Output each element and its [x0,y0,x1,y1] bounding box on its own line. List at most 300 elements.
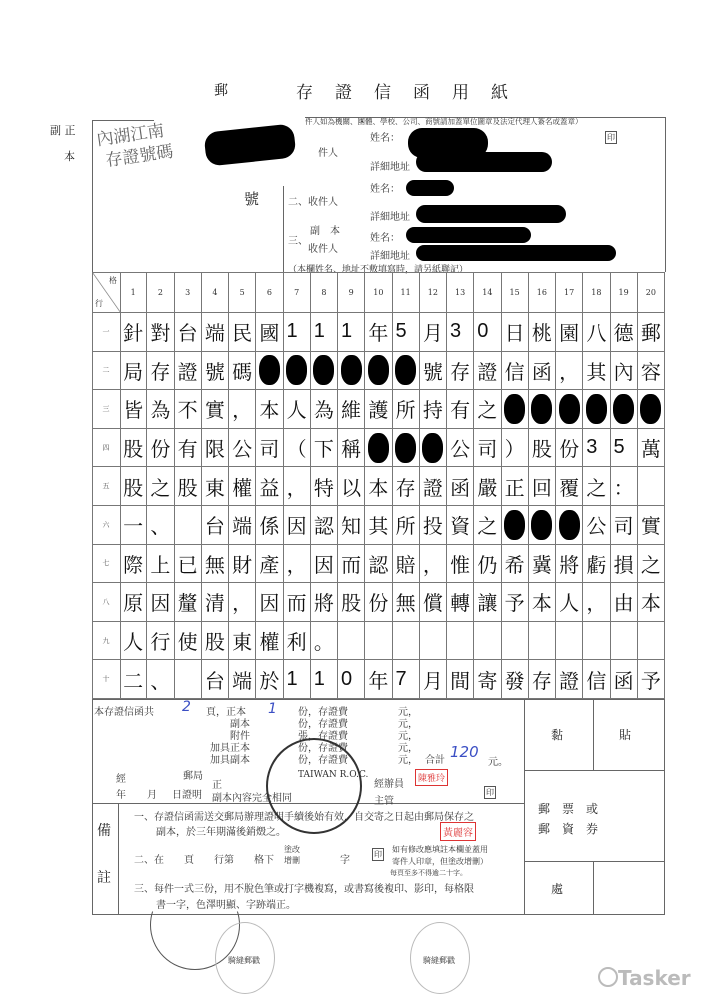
redacted-recipient-address [416,205,566,223]
sender-note: 件人如為機關、團體、學校、公司、商號請加蓋單位圖章及法定代理人簽名或蓋章） [305,117,583,126]
grid-cell: 權 [229,467,256,506]
cc-name-label: 姓名： [370,233,400,244]
column-header: 4 [202,272,229,313]
total-pages-label: 本存證信函共 [94,707,154,718]
grid-cell: 股 [529,429,556,468]
grid-cell: 於 [256,660,283,699]
postmark-text: TAIWAN R.O.C. [298,770,369,780]
fee-item-unit: 份，存證費 [298,719,348,730]
grid-cell [502,622,529,661]
grid-cell: 股 [120,467,147,506]
grid-cell: 股 [338,583,365,622]
grid-cell: 本 [638,583,665,622]
grid-cell: 以 [338,467,365,506]
grid-cell: 間 [447,660,474,699]
grid-corner [92,272,121,313]
grid-cell: ， [229,390,256,429]
redacted-mark [504,394,525,424]
grid-cell: ， [420,545,447,584]
remarks-label-2: 註 [97,870,111,886]
fee-item-yuan: 元， [398,743,418,754]
column-header: 7 [284,272,311,313]
grid-cell: 園 [556,313,583,352]
redacted-sender-address [416,152,552,172]
grid-cell: 仍 [474,545,501,584]
grid-cell: 司 [611,506,638,545]
content-grid [92,272,665,699]
grid-cell: 虧 [583,545,610,584]
title-prefix: 郵 [214,83,228,99]
grid-cell [338,622,365,661]
tasker-logo-icon [598,967,618,987]
remark-1-line2: 副本，於三年期滿後銷燬之。 [156,827,286,838]
grid-cell: 之 [638,545,665,584]
grid-cell: ， [284,467,311,506]
grid-cell: 之 [474,390,501,429]
grid-cell: 回 [529,467,556,506]
grid-cell: （ [284,429,311,468]
grid-cell: 局 [120,352,147,391]
grid-cell: 因 [311,545,338,584]
grid-cell: ， [229,583,256,622]
redacted-mark [559,510,580,540]
row-label: 三 [92,390,121,429]
grid-cell: 限 [202,429,229,468]
grid-cell: 護 [365,390,392,429]
grid-cell: 號 [420,352,447,391]
column-header: 15 [502,272,529,313]
watermark-text: Tasker [618,966,691,990]
cc-label-1: 副 本 [310,226,340,237]
grid-cell: 之 [583,467,610,506]
grid-cell [284,352,311,391]
office-stamp-line1: 內湖江南 [95,120,166,151]
column-header: 1 [120,272,147,313]
grid-cell: 股 [120,429,147,468]
grid-cell: 函 [447,467,474,506]
pages-value[interactable]: 2 [182,699,191,715]
column-header: 10 [365,272,392,313]
grid-cell: 1 [284,660,311,699]
divider [524,861,665,862]
cert-office: 郵局 [183,771,203,782]
grid-cell: 本 [256,390,283,429]
grid-cell: 覆 [556,467,583,506]
grid-cell: 本 [529,583,556,622]
cert-month: 月 [147,790,157,801]
border [92,120,93,272]
remark-3-line2: 書一字，色澤明顯、字跡端正。 [156,900,296,911]
redacted-mark [504,510,525,540]
grid-cell: ， [284,545,311,584]
grid-cell: 對 [147,313,174,352]
border [283,186,284,272]
grid-cell: 有 [175,429,202,468]
divider [524,770,665,771]
postmark [266,738,362,834]
grid-cell: 清 [202,583,229,622]
grid-cell: 之 [147,467,174,506]
grid-cell [474,622,501,661]
original-copies-value[interactable]: 1 [268,701,277,717]
grid-cell: 發 [502,660,529,699]
grid-cell: 股 [175,467,202,506]
grid-cell: 東 [229,622,256,661]
divider [118,803,119,915]
redacted-recipient-name [406,180,454,196]
redacted-mark [368,355,389,385]
sender-address-label: 詳細地址 [370,162,410,173]
grid-cell: 二 [120,660,147,699]
redacted-cc-address [416,245,616,261]
grid-cell: 公 [447,429,474,468]
grid-cell: 容 [638,352,665,391]
column-header: 2 [147,272,174,313]
redacted-mark [559,394,580,424]
grid-cell [338,352,365,391]
grid-cell: 內 [611,352,638,391]
sender-name-label: 姓名： [370,133,400,144]
grid-cell: 證 [556,660,583,699]
grid-cell: 公 [583,506,610,545]
recipient-address-label: 詳細地址 [370,212,410,223]
grid-cell: 希 [502,545,529,584]
grid-cell: 上 [147,545,174,584]
column-header: 17 [556,272,583,313]
grid-cell [447,622,474,661]
paste-label-1: 黏 [551,728,564,742]
supervisor-label: 主管 [374,796,394,807]
redacted-number [203,123,296,166]
fee-item-yuan: 元， [398,719,418,730]
grid-cell: 。 [311,622,338,661]
grid-cell: 萬 [638,429,665,468]
cert-zheng: 正 [212,780,222,791]
grid-cell: 惟 [447,545,474,584]
redacted-mark [586,394,607,424]
grid-cell: 將 [556,545,583,584]
redacted-mark [395,433,416,463]
column-header: 8 [311,272,338,313]
border [665,117,666,272]
grid-cell: 5 [611,429,638,468]
grid-cell: 人 [120,622,147,661]
grid-cell [638,390,665,429]
grid-cell: 日 [502,313,529,352]
fee-item-label: 附件 [230,731,250,742]
remark-2-note1: 如有修改應填註本欄並蓋用 [392,845,488,854]
seam-postmark-2-label: 騎縫郵戳 [423,956,455,965]
column-header: 18 [583,272,610,313]
grid-cell: 稱 [338,429,365,468]
row-label: 九 [92,622,121,661]
grid-cell: 台 [202,506,229,545]
grid-cell: 端 [229,506,256,545]
grid-cell: 1 [311,313,338,352]
grid-cell: 八 [583,313,610,352]
grid-cell: 人 [284,390,311,429]
pages-unit: 頁，正本 [206,707,246,718]
fee-item-label: 加具副本 [210,755,250,766]
column-header: 13 [447,272,474,313]
grid-cell: 0 [338,660,365,699]
grid-cell [420,622,447,661]
place-label: 處 [551,882,564,896]
grid-cell [311,352,338,391]
grid-cell [529,390,556,429]
grid-cell: 司 [474,429,501,468]
remarks-label-1: 備 [97,823,111,839]
row-label: 六 [92,506,121,545]
grid-cell: 而 [338,545,365,584]
grid-cell: 知 [338,506,365,545]
cert-year: 年 [116,790,126,801]
grid-cell: 有 [447,390,474,429]
grid-cell: 國 [256,313,283,352]
grid-cell [365,429,392,468]
grid-cell: 函 [529,352,556,391]
grid-cell: ： [611,467,638,506]
grid-cell: 認 [365,545,392,584]
grid-cell [393,622,420,661]
grid-cell [556,390,583,429]
grid-cell [175,506,202,545]
grid-cell: 司 [256,429,283,468]
clerk-label: 經辦員 [374,779,404,790]
row-label: 八 [92,583,121,622]
redacted-mark [259,355,280,385]
grid-cell: 不 [175,390,202,429]
grid-cell: 益 [256,467,283,506]
grid-cell: 1 [284,313,311,352]
grid-cell: 一 [120,506,147,545]
grid-cell [556,506,583,545]
grid-cell [638,622,665,661]
fee-item-label: 副本 [230,719,250,730]
office-stamp-line2: 存證號碼 [104,141,175,172]
grid-cell: 證 [420,467,447,506]
column-header: 19 [611,272,638,313]
row-label: 二 [92,352,121,391]
grid-cell [175,660,202,699]
grid-cell: 民 [229,313,256,352]
grid-cell [365,352,392,391]
grid-cell: 本 [365,467,392,506]
remark-2-seal: 印 [374,850,382,859]
grid-cell: 郵 [638,313,665,352]
divider [524,699,525,915]
grid-cell: 信 [502,352,529,391]
cc-label-prefix: 三、 [288,236,308,247]
grid-cell [529,506,556,545]
column-header: 6 [256,272,283,313]
grid-cell: 份 [147,429,174,468]
redacted-mark [613,394,634,424]
seam-postmark-1-label: 騎縫郵戳 [228,956,260,965]
grid-cell: 月 [420,313,447,352]
supervisor-seal: 印 [486,788,494,797]
grid-cell: 因 [284,506,311,545]
grid-cell: 其 [365,506,392,545]
grid-cell: 信 [583,660,610,699]
remark-1-line1: 一、存證信函需送交郵局辦理證明手續後始有效，自交寄之日起由郵局保存之 [134,812,474,823]
grid-cell: 之 [474,506,501,545]
redacted-mark [395,355,416,385]
grid-cell: 、 [147,660,174,699]
stamp-label-1: 郵 票 或 [538,802,599,816]
remark-2-note3: 每頁至多不得逾二十字。 [390,869,467,877]
remark-2-note2: 寄件人印章，但塗改增刪） [392,857,488,866]
divider [593,861,594,915]
grid-cell: 權 [256,622,283,661]
grid-cell: 而 [284,583,311,622]
overflow-note: （本欄姓名、地址不敷填寫時，請另紙聯記） [288,265,469,275]
border [92,120,154,121]
grid-cell: 將 [311,583,338,622]
grid-cell: 因 [147,583,174,622]
grid-cell: 無 [393,583,420,622]
fee-item-unit: 份，存證費 [298,755,348,766]
grid-cell [502,390,529,429]
grid-cell [393,352,420,391]
grid-cell: 端 [229,660,256,699]
grid-cell: 使 [175,622,202,661]
column-header: 14 [474,272,501,313]
grid-cell: 資 [447,506,474,545]
row-label: 一 [92,313,121,352]
column-header: 5 [229,272,256,313]
grid-cell: 證 [474,352,501,391]
grid-cell: 年 [365,660,392,699]
clerk-stamp: 陳雅玲 [415,769,448,786]
recipient-label: 二、收件人 [288,197,338,208]
grid-cell: 所 [393,390,420,429]
grid-cell: 實 [202,390,229,429]
grid-cell: 為 [147,390,174,429]
corner-col-label: 格 [109,276,117,285]
grid-cell: 份 [556,429,583,468]
copy-label-bottom: 本 [64,150,75,163]
grid-cell: 已 [175,545,202,584]
redacted-cc-name [406,227,531,243]
row-label: 五 [92,467,121,506]
grid-cell: 存 [447,352,474,391]
redacted-mark [286,355,307,385]
grid-cell: 係 [256,506,283,545]
total-value[interactable]: 120 [450,743,479,761]
fee-item-label: 加具正本 [210,743,250,754]
grid-cell: 3 [447,313,474,352]
grid-cell [638,467,665,506]
column-header: 20 [638,272,665,313]
grid-cell: 冀 [529,545,556,584]
red-stamp: 黃麗容 [440,822,476,841]
grid-cell: 台 [202,660,229,699]
grid-cell: 持 [420,390,447,429]
grid-cell: 東 [202,467,229,506]
grid-cell: 碼 [229,352,256,391]
grid-cell [420,429,447,468]
divider [593,699,594,770]
grid-cell: 予 [502,583,529,622]
grid-cell: 財 [229,545,256,584]
grid-cell: 份 [365,583,392,622]
grid-cell: 行 [147,622,174,661]
grid-cell: 0 [474,313,501,352]
paste-label-2: 貼 [619,728,632,742]
grid-cell [529,622,556,661]
redacted-mark [531,394,552,424]
fee-item-yuan: 元， [398,755,418,766]
remark-2: 二、在 頁 行第 格下 [134,855,274,866]
grid-cell: 賠 [393,545,420,584]
grid-cell [611,390,638,429]
cc-address-label: 詳細地址 [370,251,410,262]
cert-text: 副本內容完全相同 [212,793,292,804]
grid-cell: 產 [256,545,283,584]
redacted-mark [368,433,389,463]
grid-cell: 存 [529,660,556,699]
fee-item-yuan: 元， [398,731,418,742]
fee-item-unit: 份，存證費 [298,743,348,754]
grid-cell [365,622,392,661]
grid-cell: 號 [202,352,229,391]
fee-item-unit: 張，存證費 [298,731,348,742]
grid-cell: 無 [202,545,229,584]
grid-cell [556,622,583,661]
grid-cell: 1 [311,660,338,699]
grid-cell [393,429,420,468]
grid-cell: 台 [175,313,202,352]
remark-3-line1: 三、每件一式三份，用不脫色筆或打字機複寫，或書寫後複印、影印，每格限 [134,884,474,895]
grid-cell: 年 [365,313,392,352]
grid-cell: 投 [420,506,447,545]
grid-cell: 7 [393,660,420,699]
grid-cell: 德 [611,313,638,352]
grid-cell: 寄 [474,660,501,699]
grid-cell: 下 [311,429,338,468]
cert-day: 日證明 [172,790,202,801]
total-label: 合計 [425,755,445,766]
grid-cell: 針 [120,313,147,352]
grid-cell: 端 [202,313,229,352]
grid-cell: 原 [120,583,147,622]
grid-cell: 際 [120,545,147,584]
grid-cell: 公 [229,429,256,468]
grid-cell: 證 [175,352,202,391]
grid-cell: 由 [611,583,638,622]
seal-box: 印 [607,133,615,142]
number-suffix: 號 [244,190,260,208]
remark-2-alt-bottom: 增刪 [284,856,300,865]
grid-cell: 維 [338,390,365,429]
grid-cell: 讓 [474,583,501,622]
grid-cell: 特 [311,467,338,506]
grid-cell: 股 [202,622,229,661]
row-label: 四 [92,429,121,468]
grid-cell: 其 [583,352,610,391]
redacted-mark [422,433,443,463]
redacted-mark [341,355,362,385]
total-unit: 元。 [488,757,508,768]
fee-item-yuan: 元， [398,707,418,718]
grid-cell: 存 [393,467,420,506]
document-title: 存證信函用紙 [296,83,530,103]
column-header: 3 [175,272,202,313]
column-header: 16 [529,272,556,313]
copy-label-top: 副 正 [50,124,76,137]
grid-cell: 皆 [120,390,147,429]
